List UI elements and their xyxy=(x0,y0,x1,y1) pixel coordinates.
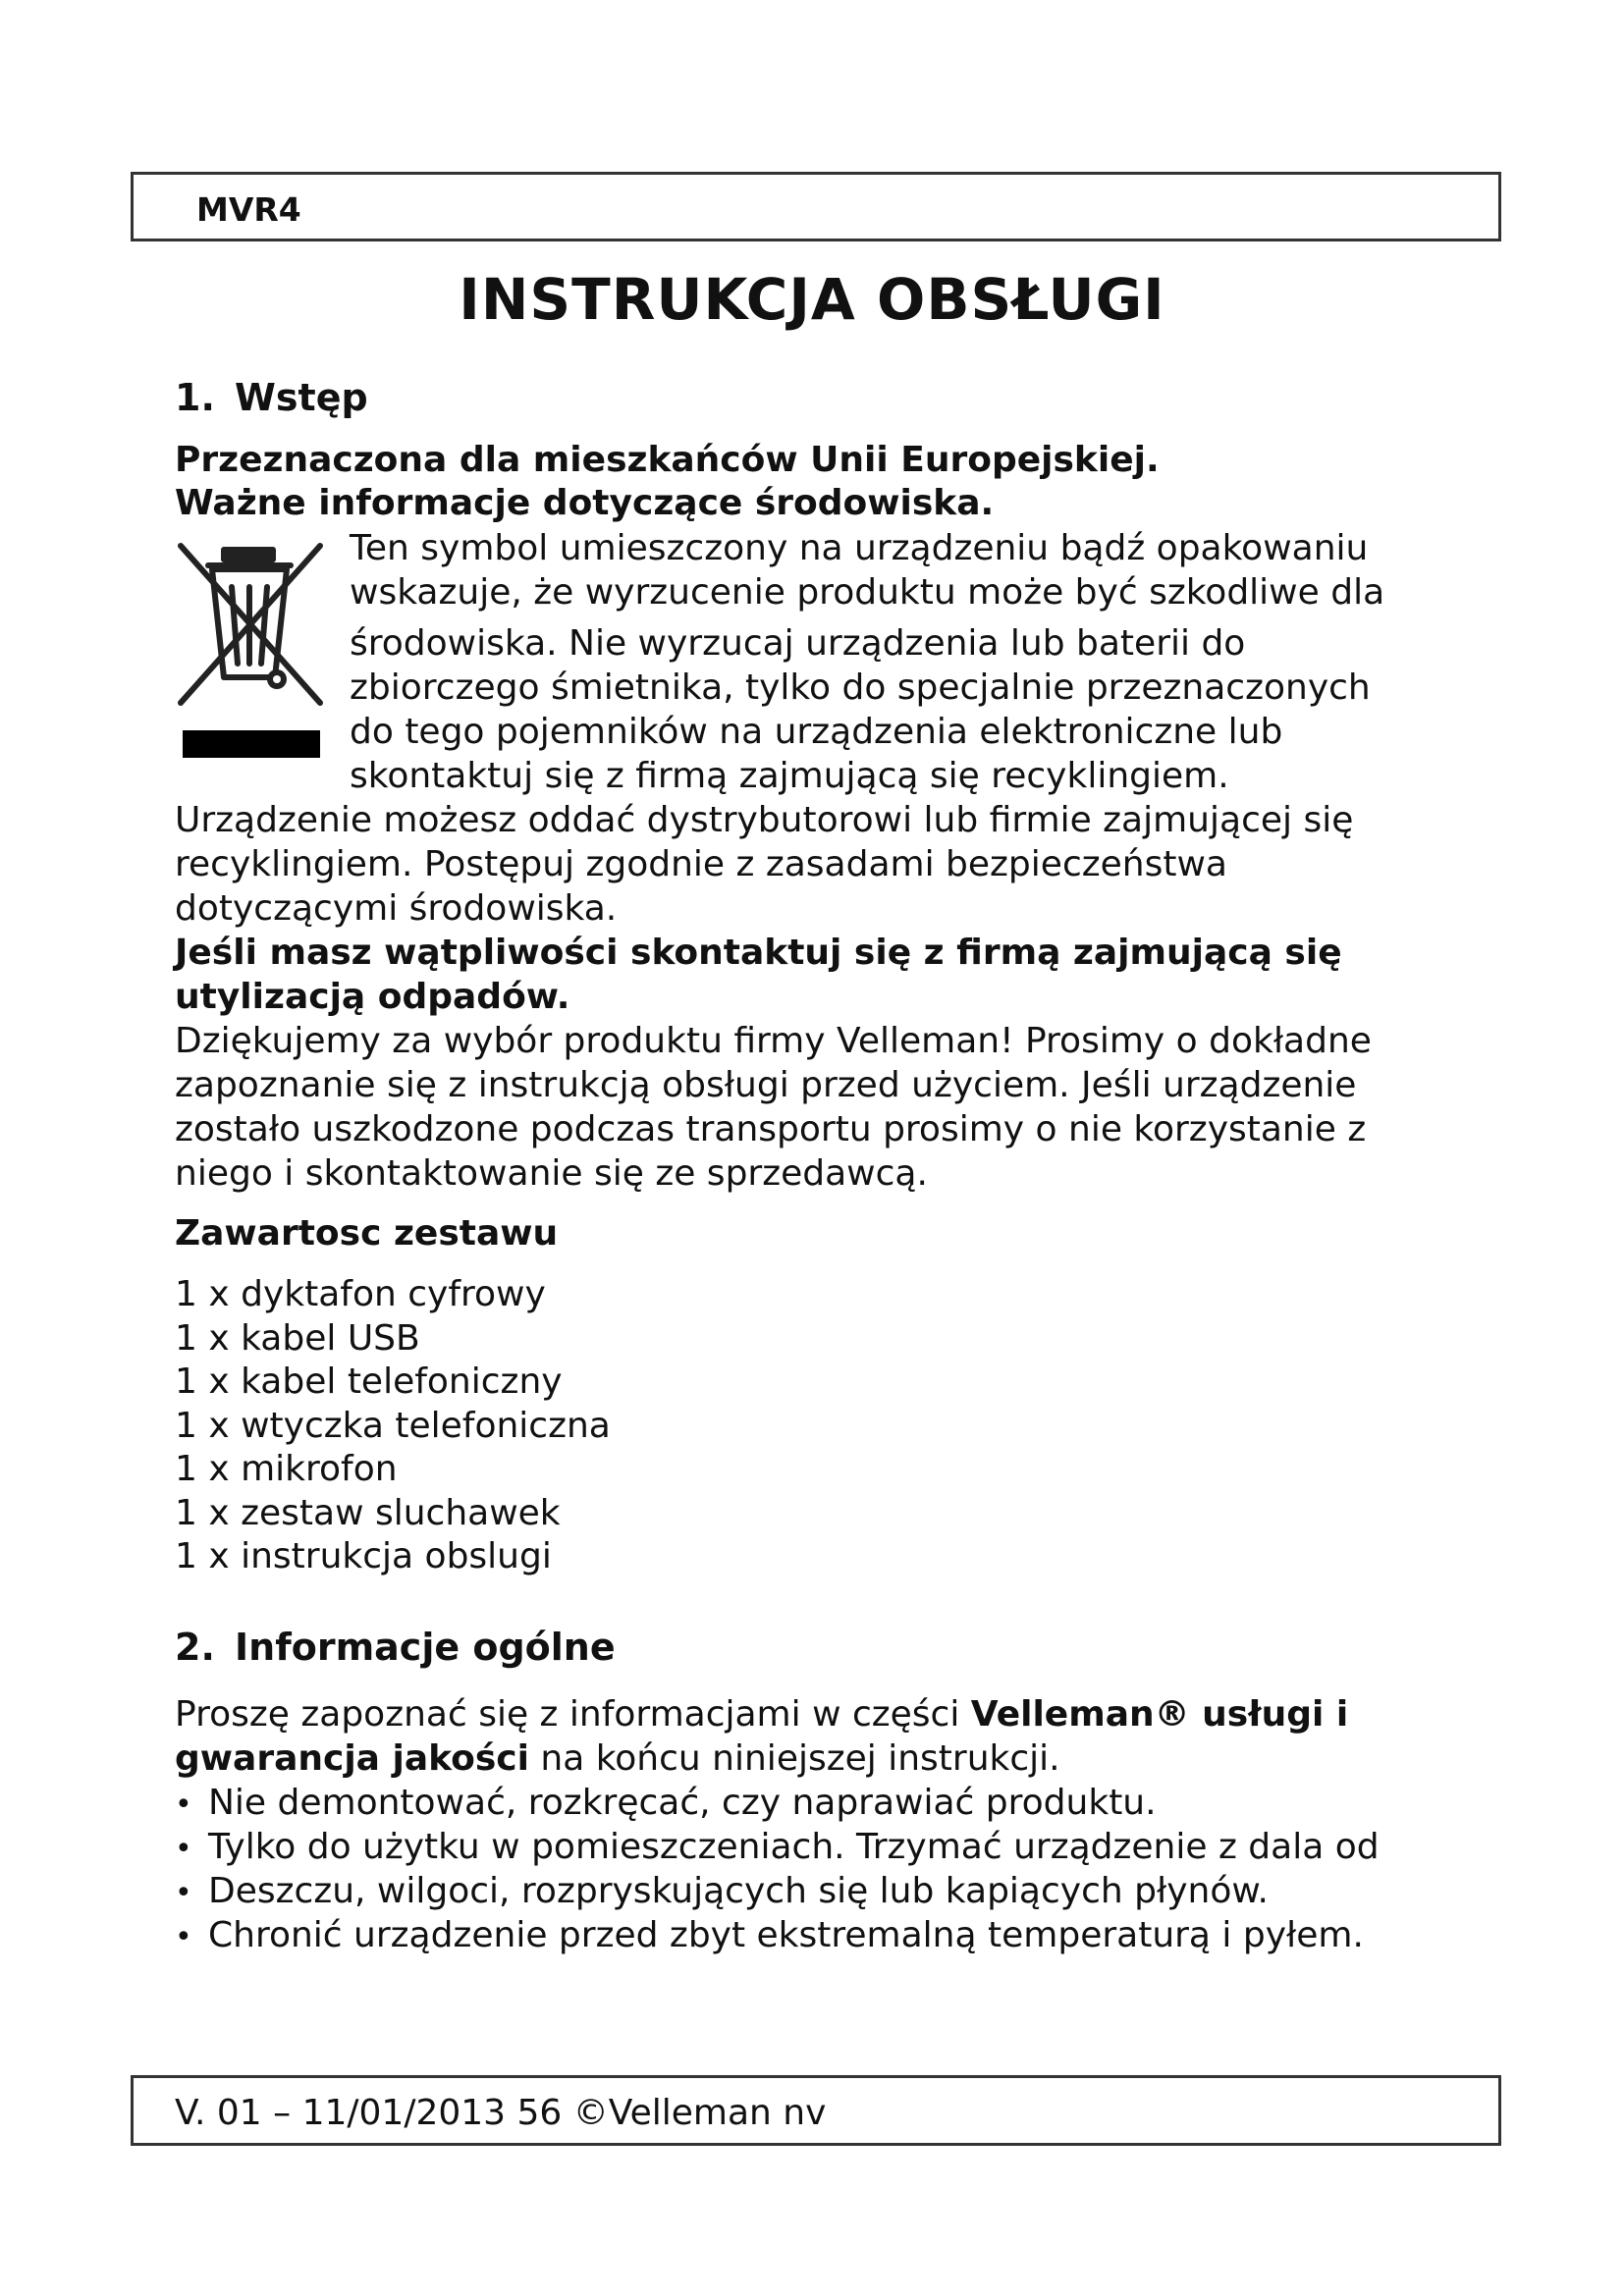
section-1-number: 1. xyxy=(175,376,215,419)
symbol-text-line: Ten symbol umieszczony na urządzeniu bądź opakowaniu xyxy=(350,528,1369,568)
contents-item: 1 x zestaw sluchawek xyxy=(175,1493,561,1533)
contents-item: 1 x kabel USB xyxy=(175,1318,420,1359)
bullet-item xyxy=(175,1914,1364,1959)
warranty-reference: Velleman® usługi i xyxy=(970,1694,1349,1735)
thanks-text-line: zapoznanie się z instrukcją obsługi przed użyciem. Jeśli urządzenie xyxy=(175,1065,1357,1105)
section-2-heading xyxy=(175,1625,616,1670)
bullet-text: Nie demontować, rozkręcać, czy naprawiać produktu. xyxy=(208,1783,1157,1823)
general-info-text: Proszę zapoznać się z informacjami w części xyxy=(175,1694,971,1735)
general-info-line xyxy=(175,1737,1060,1781)
eu-notice-2: Ważne informacje dotyczące środowiska. xyxy=(175,483,995,523)
bullet-icon: • xyxy=(175,1920,192,1954)
symbol-text-line: do tego pojemników na urządzenia elektroniczne lub xyxy=(350,712,1283,752)
contents-item: 1 x mikrofon xyxy=(175,1449,398,1489)
bullet-item xyxy=(175,1870,1269,1915)
bullet-text: Deszczu, wilgoci, rozpryskujących się lub kapiących płynów. xyxy=(208,1871,1269,1911)
general-info-text: na końcu niniejszej instrukcji. xyxy=(528,1738,1060,1779)
symbol-text-line: zbiorczego śmietnika, tylko do specjalnie przeznaczonych xyxy=(350,667,1371,708)
symbol-text-line: skontaktuj się z firmą zajmującą się recyklingiem. xyxy=(350,756,1229,796)
symbol-text-line: wskazuje, że wyrzucenie produktu może być szkodliwe dla xyxy=(350,572,1385,613)
general-info-line xyxy=(175,1693,1348,1736)
bullet-icon: • xyxy=(175,1876,192,1910)
section-2-number: 2. xyxy=(175,1626,215,1669)
contents-item: 1 x kabel telefoniczny xyxy=(175,1362,563,1402)
bullet-item xyxy=(175,1782,1157,1827)
recycling-text-line: recyklingiem. Postępuj zgodnie z zasadami bezpieczeństwa xyxy=(175,844,1227,884)
bullet-item xyxy=(175,1826,1380,1871)
header-box xyxy=(131,172,1501,241)
section-1-heading xyxy=(175,375,368,420)
footer-version: V. 01 – 11/01/2013 56 ©Velleman nv xyxy=(175,2093,827,2133)
contents-item: 1 x instrukcja obslugi xyxy=(175,1536,552,1576)
contents-heading: Zawartosc zestawu xyxy=(175,1213,559,1254)
warranty-reference: gwarancja jakości xyxy=(175,1738,529,1779)
contents-item: 1 x dyktafon cyfrowy xyxy=(175,1274,546,1314)
page-title: INSTRUKCJA OBSŁUGI xyxy=(459,266,1165,333)
thanks-text-line: zostało uszkodzone podczas transportu prosimy o nie korzystanie z xyxy=(175,1109,1367,1149)
doubt-notice-line: utylizacją odpadów. xyxy=(175,977,570,1017)
weee-crossed-bin-icon xyxy=(173,538,330,766)
eu-notice-1: Przeznaczona dla mieszkańców Unii Europejskiej. xyxy=(175,440,1160,480)
bullet-text: Chronić urządzenie przed zbyt ekstremalną temperaturą i pyłem. xyxy=(208,1915,1364,1955)
bullet-text: Tylko do użytku w pomieszczeniach. Trzymać urządzenie z dala od xyxy=(208,1827,1380,1867)
section-2-title: Informacje ogólne xyxy=(235,1626,616,1669)
bullet-icon: • xyxy=(175,1832,192,1866)
thanks-text-line: niego i skontaktowanie się ze sprzedawcą. xyxy=(175,1153,928,1194)
symbol-text-line: środowiska. Nie wyrzucaj urządzenia lub baterii do xyxy=(350,623,1246,664)
thanks-text-line: Dziękujemy za wybór produktu firmy Velleman! Prosimy o dokładne xyxy=(175,1021,1372,1061)
model-label: MVR4 xyxy=(196,190,301,229)
section-1-title: Wstęp xyxy=(235,376,368,419)
doubt-notice-line: Jeśli masz wątpliwości skontaktuj się z firmą zajmującą się xyxy=(175,933,1342,973)
contents-item: 1 x wtyczka telefoniczna xyxy=(175,1406,611,1446)
bullet-icon: • xyxy=(175,1788,192,1822)
recycling-text-line: Urządzenie możesz oddać dystrybutorowi lub firmie zajmującej się xyxy=(175,800,1354,840)
recycling-text-line: dotyczącymi środowiska. xyxy=(175,888,618,929)
